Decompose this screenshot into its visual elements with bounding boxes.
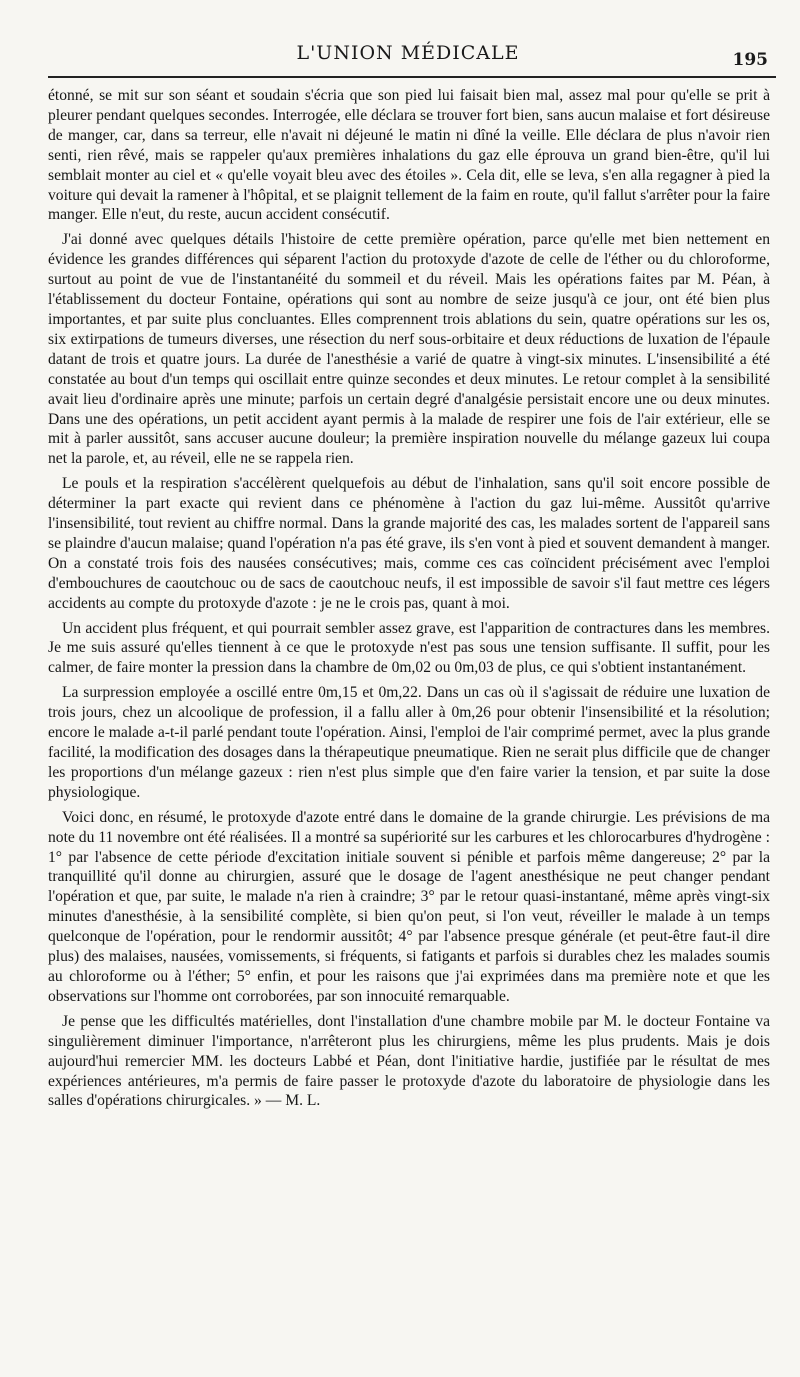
running-title: L'UNION MÉDICALE bbox=[296, 42, 520, 64]
header-rule bbox=[48, 76, 776, 78]
article-body bbox=[48, 86, 770, 1116]
paragraph-6: Voici donc, en résumé, le protoxyde d'azote entré dans le domaine de la grande chirurgie. Les prévisions de ma note du 11 novembre ont été réalisées. Il a montré sa supériorité sur les carbures et les chlorocarbures d'hydrogène : 1° par l'absence de cette période d'excitation initiale souvent si pénible et parfois même dangereuse; 2° par la tranquillité qu'il donne au chirurgien, assuré que le dosage de l'agent anesthésique ne peut changer pendant l'opération et que, par suite, le malade n'a rien à craindre; 3° par le retour quasi-instantané, même après vingt-six minutes d'anesthésie, à la sensibilité complète, si bien qu'on peut, si l'on veut, réveiller le malade à un temps quelconque de l'opération, pour le rendormir aussitôt; 4° par l'absence presque générale (et peut-être faut-il dire plus) des malaises, nausées, vomissements, si fréquents, si fatigants et parfois si durables chez les malades soumis au chloroforme ou à l'éther; 5° enfin, et pour les raisons que j'ai exprimées dans ma première note et que les observations sur l'homme ont corroborées, par son innocuité remarquable. bbox=[48, 808, 770, 1005]
paragraph-1: étonné, se mit sur son séant et soudain s'écria que son pied lui faisait bien mal, assez mal pour qu'elle se prit à pleurer pendant quelques secondes. Interrogée, elle déclara se trouver fort bien, sans aucun malaise et fort désireuse de manger, car, dans sa terreur, elle n'avait ni déjeuné le matin ni dîné la veille. Elle déclara de plus n'avoir rien senti, rien rêvé, mais se rappeler qu'aux premières inhalations du gaz elle éprouva un grand bien-être, qu'il lui semblait monter au ciel et « qu'elle voyait bleu avec des étoiles ». Cela dit, elle se leva, s'en alla regagner à pied la voiture qui devait la ramener à l'hôpital, et se plaignit tellement de la faim en route, qu'il fallut s'arrêter pour la faire manger. Elle n'eut, du reste, aucun accident consécutif. bbox=[48, 87, 770, 224]
page-number: 195 bbox=[732, 50, 768, 70]
paragraph-4: Un accident plus fréquent, et qui pourrait sembler assez grave, est l'apparition de contractures dans les membres. Je me suis assuré qu'elles tiennent à ce que le protoxyde n'est pas sous une tension suffisante. Il suffit, pour les calmer, de faire monter la pression dans la chambre de 0m,02 ou 0m,03 de plus, ce qui s'obtient instantanément. bbox=[48, 619, 770, 677]
paragraph-2: J'ai donné avec quelques détails l'histoire de cette première opération, parce qu'elle met bien nettement en évidence les grandes différences qui séparent l'action du protoxyde d'azote de celle de l'éther ou du chloroforme, surtout au point de vue de l'instantanéité du sommeil et du réveil. Mais les opérations faites par M. Péan, à l'établissement du docteur Fontaine, opérations qui sont au nombre de seize jusqu'à ce jour, ont été bien plus importantes, et par suite plus concluantes. Elles comprennent trois ablations du sein, quatre opérations sur les os, six extirpations de tumeurs diverses, une résection du nerf sous-orbitaire et deux réductions de luxation de l'épaule datant de trois et quatre jours. La durée de l'anesthésie a varié de quatre à vingt-six minutes. L'insensibilité a été constatée au bout d'un temps qui oscillait entre quinze secondes et deux minutes. Le retour complet à la sensibilité avait lieu d'ordinaire après une minute; parfois un certain degré d'analgésie persistait encore une ou deux minutes. Dans une des opérations, un petit accident ayant permis à la malade de respirer une fois de l'air extérieur, elle se mit à parler aussitôt, sans accuser aucune douleur; la première inspiration nouvelle du mélange gazeux lui coupa net la parole, et, au réveil, elle ne se rappela rien. bbox=[48, 231, 770, 468]
paragraph-7: Je pense que les difficultés matérielles, dont l'installation d'une chambre mobile par M. le docteur Fontaine va singulièrement diminuer l'importance, n'arrêteront plus les chirurgiens, même les plus prudents. Mais je dois aujourd'hui remercier MM. les docteurs Labbé et Péan, dont l'initiative hardie, justifiée par le résultat de mes expériences antérieures, m'a permis de faire passer le protoxyde d'azote du laboratoire de physiologie dans les salles d'opérations chirurgicales. » — M. L. bbox=[48, 1012, 770, 1110]
paragraph-3: Le pouls et la respiration s'accélèrent quelquefois au début de l'inhalation, sans qu'il soit encore possible de déterminer la part exacte qui revient dans ce phénomène à l'action du gaz lui-même. Aussitôt qu'arrive l'insensibilité, tout revient au chiffre normal. Dans la grande majorité des cas, les malades sortent de l'appareil sans se plaindre d'aucun malaise; quand l'opération n'a pas été grave, ils s'en vont à pied et souvent demandent à manger. On a constaté trois fois des nausées consécutives; mais, comme ces cas coïncident précisément avec l'emploi d'embouchures de caoutchouc ou de sacs de caoutchouc neufs, il est impossible de savoir s'il faut mettre ces légers accidents au compte du protoxyde d'azote : je ne le crois pas, quant à moi. bbox=[48, 475, 770, 612]
paragraph-5: La surpression employée a oscillé entre 0m,15 et 0m,22. Dans un cas où il s'agissait de réduire une luxation de trois jours, chez un alcoolique de profession, il a fallu aller à 0m,26 pour obtenir l'insensibilité et la résolution; encore le malade a-t-il parlé pendant toute l'opération. Ainsi, l'emploi de l'air comprimé permet, avec la plus grande facilité, la modification des dosages dans la thérapeutique pneumatique. Rien ne serait plus difficile que de changer les proportions d'un mélange gazeux : rien n'est plus simple que d'en faire varier la tension, et par suite la dose physiologique. bbox=[48, 684, 770, 801]
page-header bbox=[48, 42, 768, 72]
